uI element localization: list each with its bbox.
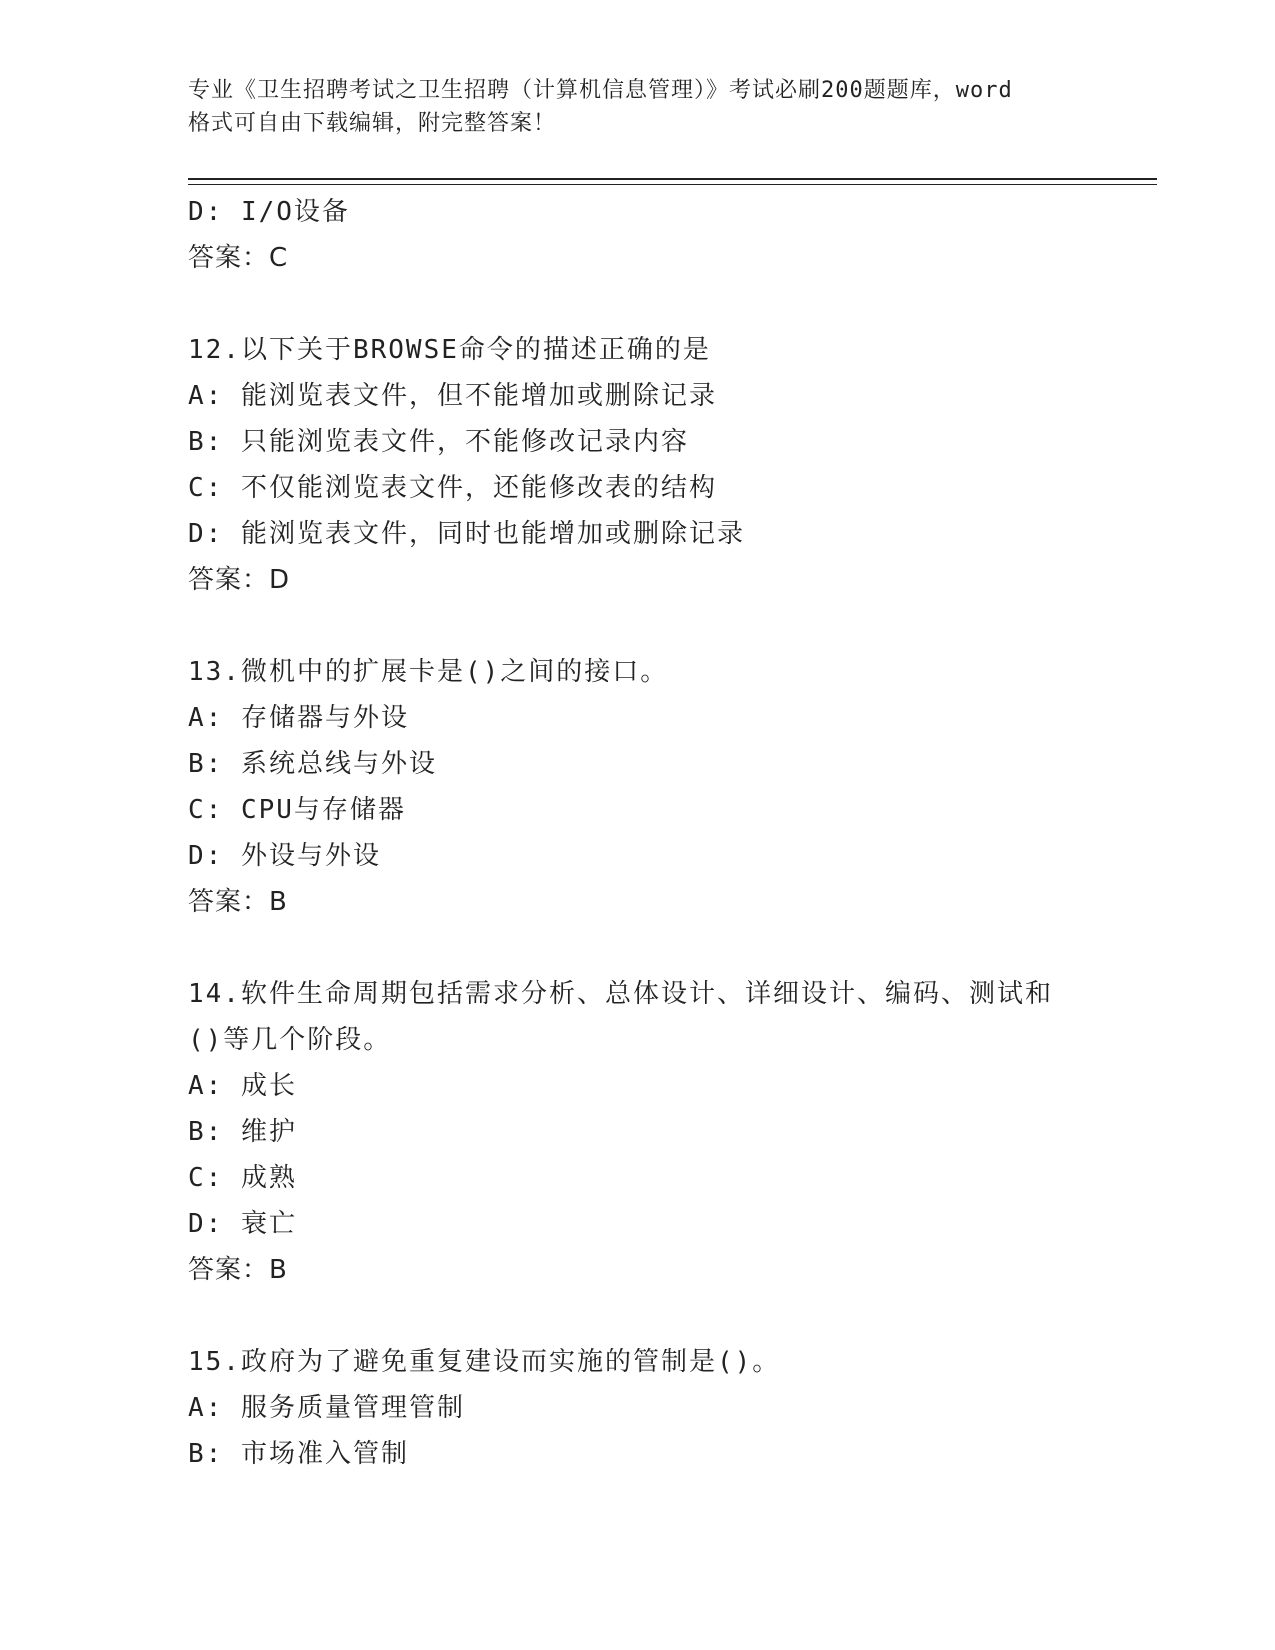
document-header: [188, 74, 1088, 140]
option-a: A: 成长: [188, 1071, 297, 1101]
question-15: [188, 1339, 1148, 1477]
option-c: C: 成熟: [188, 1163, 297, 1193]
option-d: D: I/O设备: [188, 197, 350, 227]
header-title-line-1: 专业《卫生招聘考试之卫生招聘（计算机信息管理）》考试必刷200题题库，word: [188, 78, 1013, 103]
spacer: [188, 1293, 1148, 1339]
option-a: A: 服务质量管理管制: [188, 1393, 465, 1423]
question-11-continued: [188, 189, 1148, 281]
option-d: D: 衰亡: [188, 1209, 297, 1239]
question-14: [188, 971, 1148, 1293]
option-c: C: 不仅能浏览表文件，还能修改表的结构: [188, 473, 717, 503]
answer-line: 答案：D: [188, 565, 291, 595]
question-stem-line-1: 14.软件生命周期包括需求分析、总体设计、详细设计、编码、测试和: [188, 979, 1053, 1009]
question-stem-line-2: ()等几个阶段。: [188, 1025, 392, 1055]
answer-line: 答案：B: [188, 1255, 288, 1285]
option-a: A: 能浏览表文件，但不能增加或删除记录: [188, 381, 717, 411]
answer-line: 答案：C: [188, 243, 289, 273]
option-b: B: 市场准入管制: [188, 1439, 409, 1469]
option-d: D: 能浏览表文件，同时也能增加或删除记录: [188, 519, 745, 549]
spacer: [188, 603, 1148, 649]
header-title-line-2: 格式可自由下载编辑，附完整答案！: [188, 111, 557, 136]
option-b: B: 维护: [188, 1117, 297, 1147]
option-b: B: 只能浏览表文件，不能修改记录内容: [188, 427, 689, 457]
answer-line: 答案：B: [188, 887, 288, 917]
option-d: D: 外设与外设: [188, 841, 381, 871]
option-c: C: CPU与存储器: [188, 795, 406, 825]
question-12: [188, 327, 1148, 603]
question-stem: 12.以下关于BROWSE命令的描述正确的是: [188, 335, 711, 365]
option-a: A: 存储器与外设: [188, 703, 409, 733]
header-divider-thin: [188, 184, 1157, 185]
spacer: [188, 281, 1148, 327]
question-stem: 13.微机中的扩展卡是()之间的接口。: [188, 657, 669, 687]
question-stem: 15.政府为了避免重复建设而实施的管制是()。: [188, 1347, 781, 1377]
option-b: B: 系统总线与外设: [188, 749, 437, 779]
question-list: [188, 189, 1148, 1477]
question-13: [188, 649, 1148, 925]
spacer: [188, 925, 1148, 971]
header-divider-thick: [188, 178, 1157, 180]
